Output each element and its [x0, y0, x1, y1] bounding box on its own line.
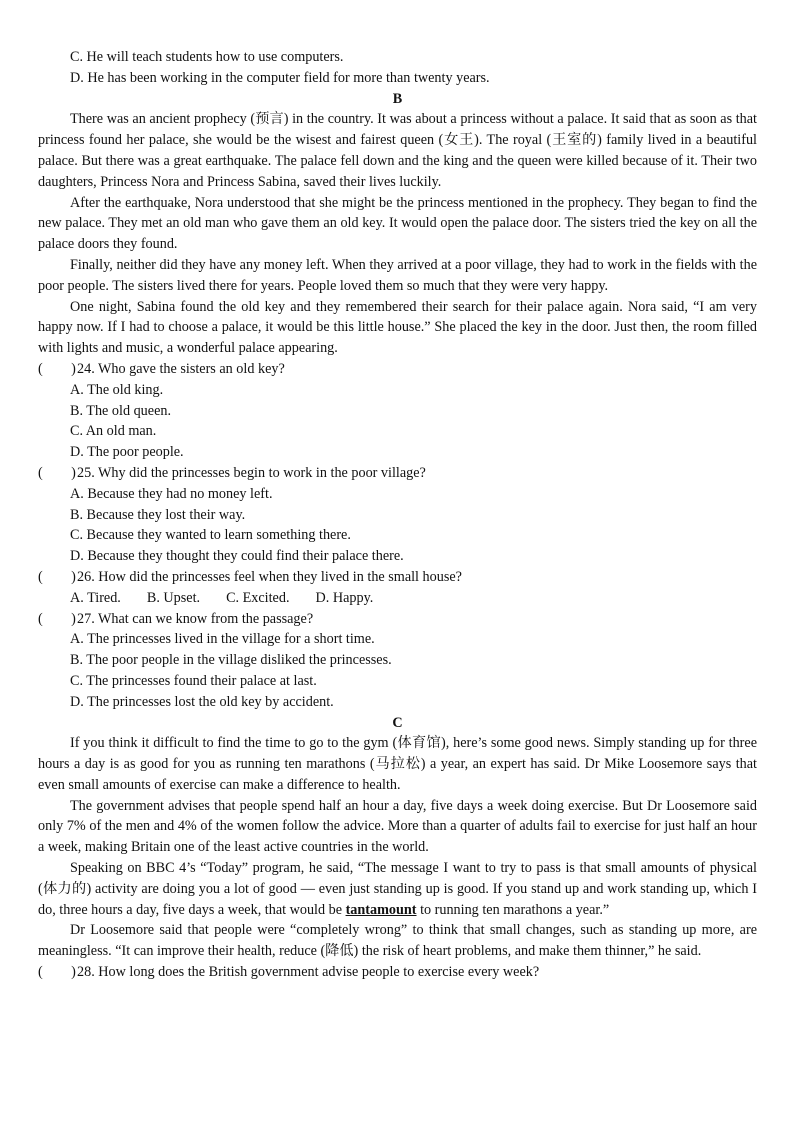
passage-b-paragraph-1: There was an ancient prophecy (预言) in the country. It was about a princess without a palace. It said that as soon as that princess found her palace, she would be the wisest and fairest queen (女王). The royal (王室的) family lived in a beautiful palace. But there was a great earthquake. The palace fell down and the king and the queen were killed because of it. Their two daughters, Princess Nora and Princess Sabina, saved their lives luckily. [38, 111, 757, 190]
question-27 [38, 609, 757, 630]
q27-option-b: B. The poor people in the village disliked the princesses. [70, 652, 392, 669]
passage-b-paragraph-3: Finally, neither did they have any money left. When they arrived at a poor village, they had to work in the fields with the poor people. The sisters lived there for years. People loved them so much that they were very happy. [38, 256, 757, 294]
passage-c-paragraph-3 [38, 858, 757, 920]
question-text: 25. Why did the princesses begin to work in the poor village? [77, 464, 426, 481]
key-word-underlined: tantamount [345, 901, 417, 918]
question-text: 24. Who gave the sisters an old key? [77, 360, 285, 377]
section-b-title: B [392, 90, 403, 107]
question-25 [38, 463, 757, 484]
q26-option-a: A. Tired. [70, 589, 121, 606]
q26-option-b: B. Upset. [146, 589, 201, 606]
q25-option-c: C. Because they wanted to learn something there. [70, 527, 351, 544]
passage-c-paragraph-1: If you think it difficult to find the time to go to the gym (体育馆), here’s some good news. Simply standing up for three hours a day is as good for you as running ten marathons (马拉松) a year, an expert has said. Dr Mike Loosemore says that even small amounts of exercise can make a difference to health. [38, 735, 757, 793]
question-26 [38, 567, 757, 588]
q25-option-a: A. Because they had no money left. [70, 485, 273, 502]
question-text: 28. How long does the British government advise people to exercise every week? [77, 964, 540, 981]
exam-page [38, 47, 757, 983]
answer-blank[interactable]: ( ) [38, 360, 76, 377]
q25-option-b: B. Because they lost their way. [70, 506, 246, 523]
question-text: 26. How did the princesses feel when they lived in the small house? [77, 568, 462, 585]
answer-blank[interactable]: ( ) [38, 610, 76, 627]
option-d-prev: D. He has been working in the computer field for more than twenty years. [70, 69, 490, 86]
q24-option-c: C. An old man. [70, 423, 157, 440]
question-text: 27. What can we know from the passage? [77, 610, 314, 627]
answer-blank[interactable]: ( ) [38, 964, 76, 981]
section-c-title: C [392, 714, 403, 731]
q25-option-d: D. Because they thought they could find their palace there. [70, 548, 404, 565]
paragraph-text-before: Speaking on BBC 4’s “Today” program, he said, “The message I want to try to pass is that small amounts of physical (体力的) activity are doing you a lot of good — even just standing up is good. If you stand up and work standing up, which I do, three hours a day, five days a week, that would be [38, 860, 757, 918]
passage-c-paragraph-2: The government advises that people spend half an hour a day, five days a week doing exercise. But Dr Loosemore said only 7% of the men and 4% of the women follow the advice. More than a quarter of adults fail to exercise for just half an hour a week, making Britain one of the least active countries in the world. [38, 797, 757, 856]
answer-blank[interactable]: ( ) [38, 568, 76, 585]
question-24 [38, 359, 757, 380]
passage-b-paragraph-2: After the earthquake, Nora understood that she might be the princess mentioned in the prophecy. They began to find the new palace. They met an old man who gave them an old key. It would open the palace door. The sisters tried the key on all the palace doors they found. [38, 194, 757, 253]
q27-option-c: C. The princesses found their palace at last. [70, 672, 317, 689]
q24-option-d: D. The poor people. [70, 444, 184, 461]
q26-options-row [38, 588, 757, 609]
q24-option-a: A. The old king. [70, 381, 164, 398]
q26-option-c: C. Excited. [226, 589, 290, 606]
answer-blank[interactable]: ( ) [38, 464, 76, 481]
option-c-prev: C. He will teach students how to use computers. [70, 49, 344, 65]
q24-option-b: B. The old queen. [70, 402, 172, 419]
passage-c-paragraph-4: Dr Loosemore said that people were “completely wrong” to think that small changes, such as standing up more, are meaningless. “It can improve their health, reduce (降低) the risk of heart problems, and make them thinner,” he said. [38, 922, 757, 960]
q26-option-d: D. Happy. [315, 589, 374, 606]
paragraph-text-after: to running ten marathons a year.” [416, 901, 610, 918]
question-28 [38, 962, 757, 983]
q27-option-d: D. The princesses lost the old key by accident. [70, 693, 334, 710]
q27-option-a: A. The princesses lived in the village for a short time. [70, 631, 375, 648]
passage-b-paragraph-4: One night, Sabina found the old key and they remembered their search for their palace again. Nora said, “I am very happy now. If I had to choose a palace, it would be this little house.” She placed the key in the door. Just then, the room filled with lights and music, a wonderful palace appearing. [38, 298, 757, 357]
